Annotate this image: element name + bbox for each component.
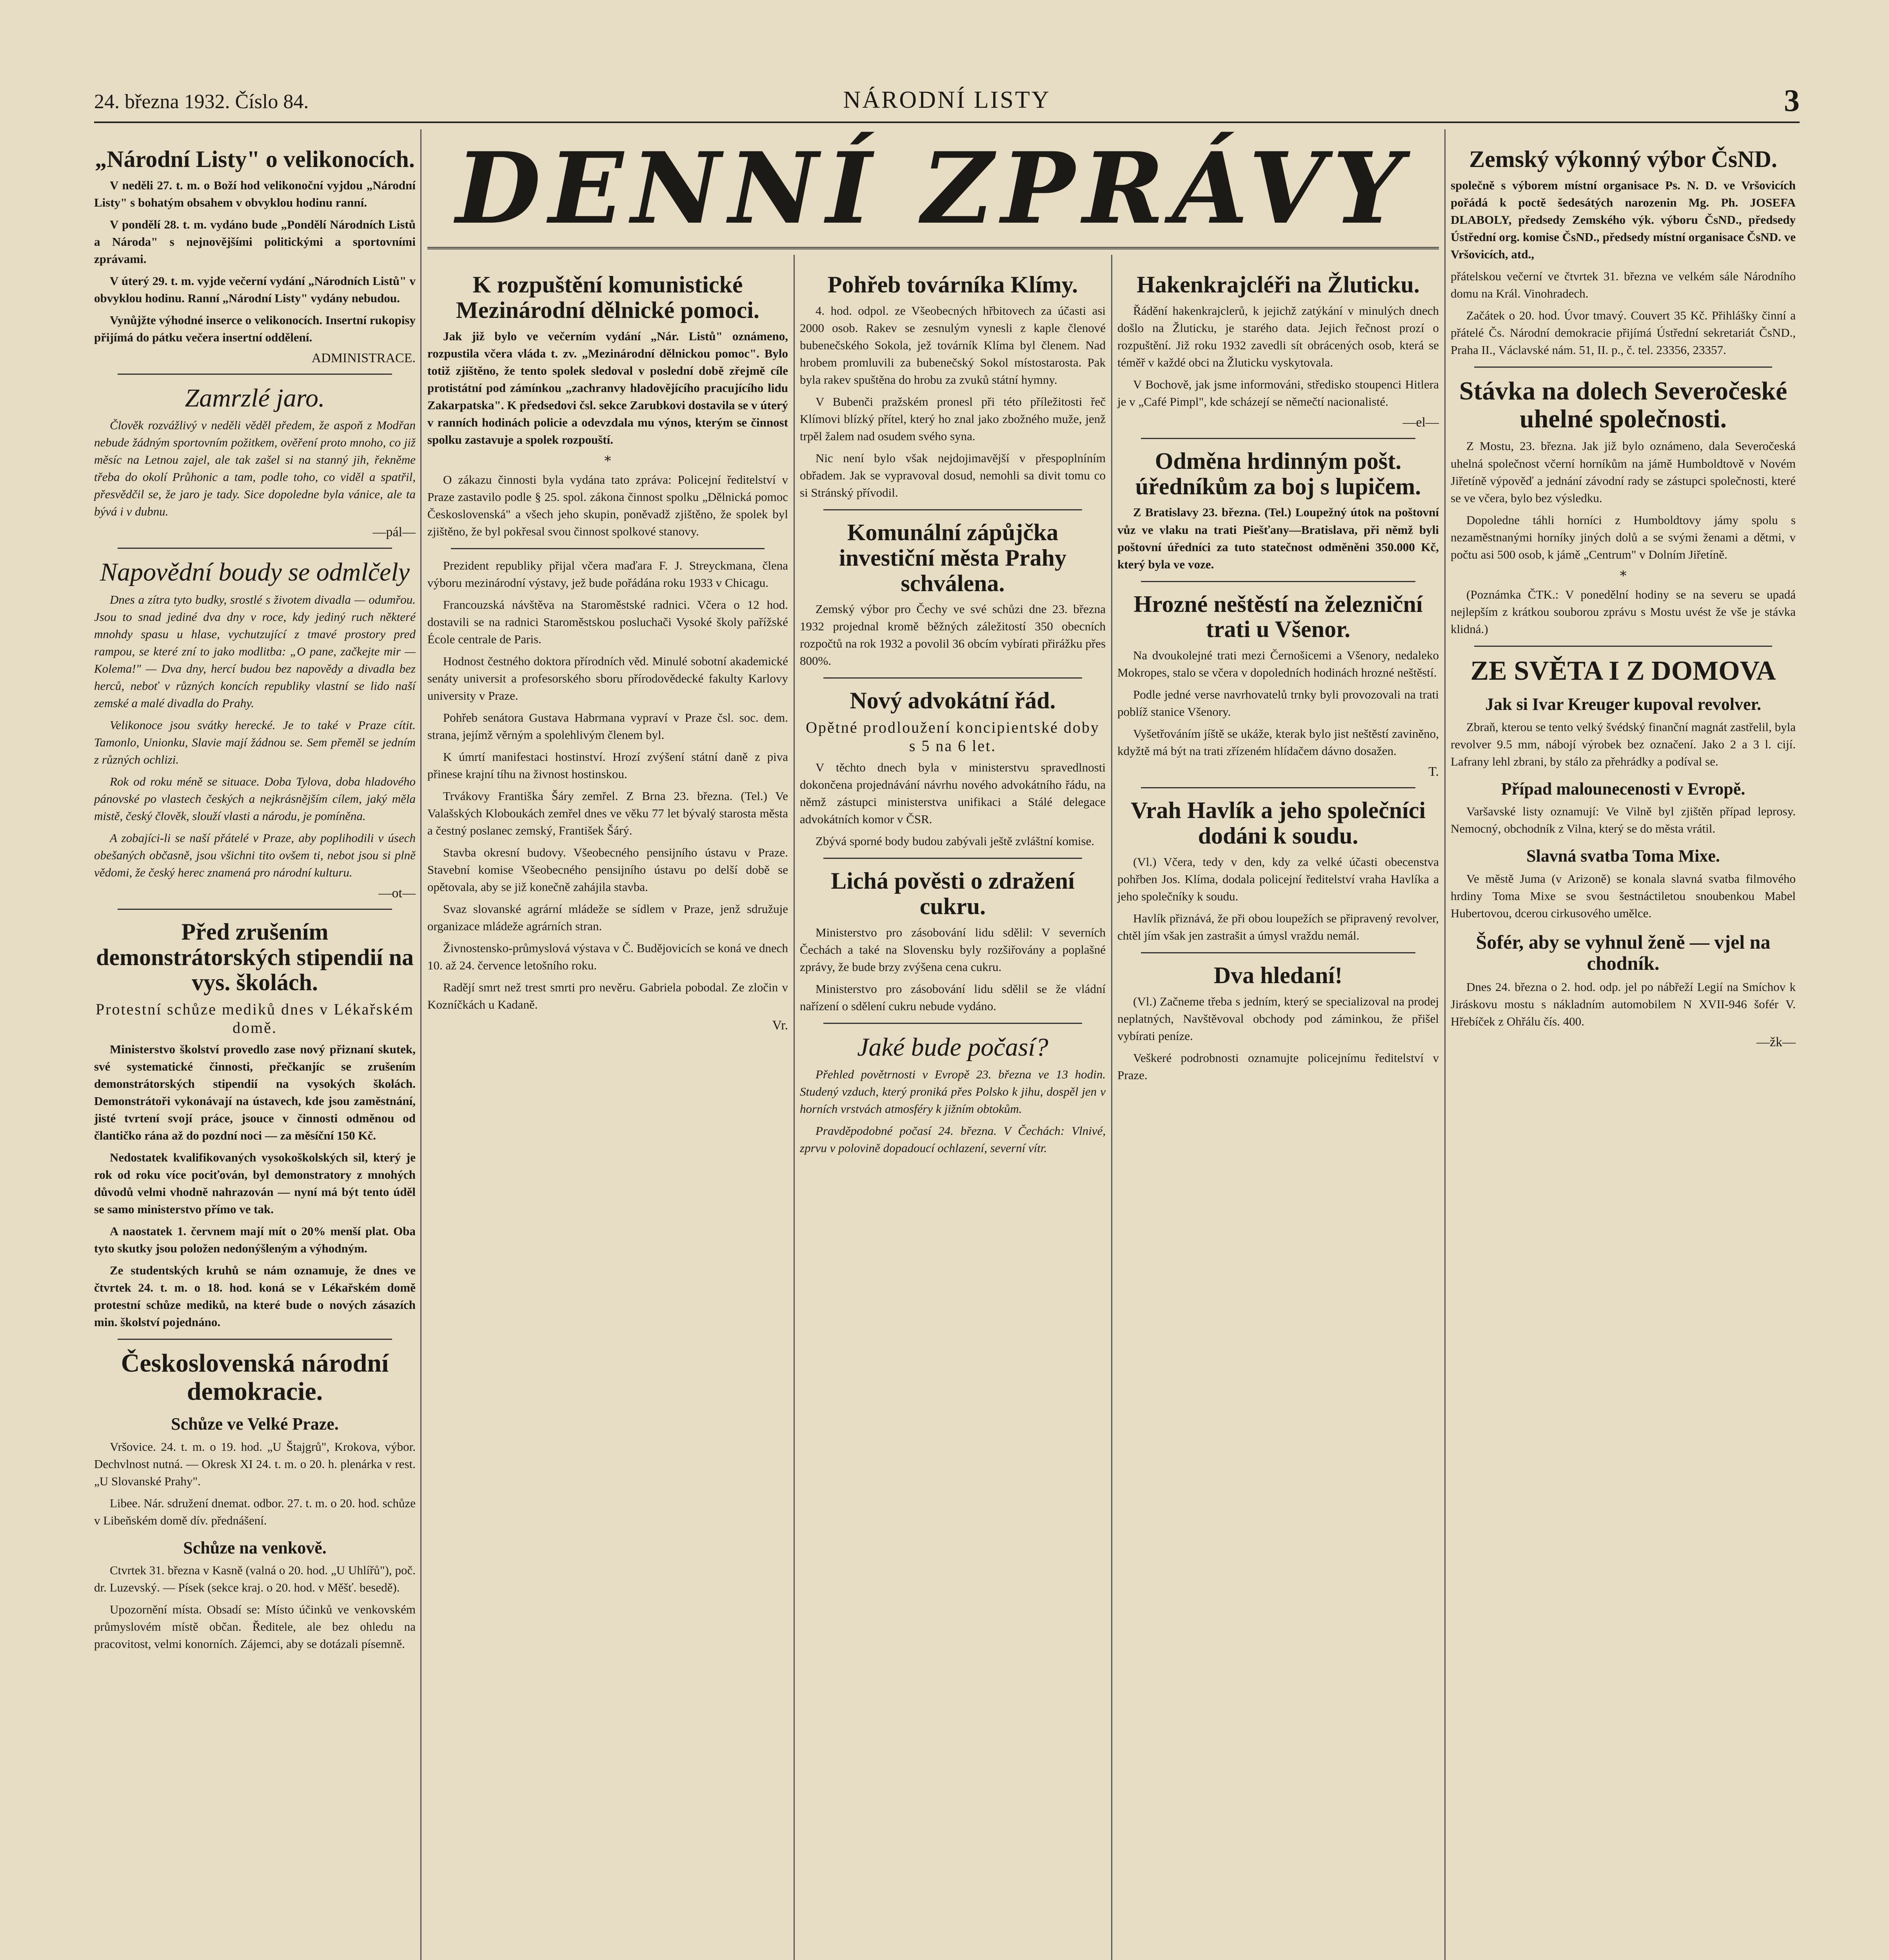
page-header bbox=[94, 83, 1800, 123]
article-subheading: Schůze ve Velké Praze. bbox=[171, 1414, 339, 1434]
article-title: Zemský výkonný výbor ČsND. bbox=[1469, 146, 1777, 172]
article-signature: —ot— bbox=[378, 886, 416, 900]
section-title: DENNÍ ZPRÁVY bbox=[456, 131, 1411, 246]
article-title: Dva hledaní! bbox=[1213, 962, 1343, 988]
article-divider bbox=[1474, 646, 1772, 647]
article-paragraph: společně s výborem místní organisace Ps. N. D. ve Vršovicích pořádá k poctě šedesátých narozenin Mg. Ph. JOSEFA DLABOLY, předsedy Zemského výk. výboru ČsND., předsedy Ústřední org. komise ČsND., předsedy místní organisace ČsND. ve Vršovicích, atd., bbox=[1451, 178, 1796, 261]
article-title: K rozpuštění komunistické Mezinárodní dělnické pomoci. bbox=[456, 272, 759, 323]
article-paragraph: Rok od roku méně se situace. Doba Tylova, doba hladového pánovské po vlastech českých a nejkrásnějším cílem, jaký měla mistě, český člověk, slouží vlasti a národu, je pomíněna. bbox=[94, 774, 416, 823]
article-divider bbox=[823, 509, 1082, 510]
masthead: NÁRODNÍ LISTY bbox=[843, 87, 1051, 113]
news-item: Trvákovy Františka Šáry zemřel. Z Brna 23. března. (Tel.) Ve Valašských Kloboukách zemřel dnes ve věku 77 let bývalý starosta města a čestný poslanec zemský, František Šárý. bbox=[427, 789, 788, 837]
news-item: K úmrtí manifestaci hostinství. Hrozí zvýšení státní daně z piva přinese krajní tíhu na živnost hostinskou. bbox=[427, 750, 788, 781]
article-title: Hakenkrajcléři na Žluticku. bbox=[1137, 272, 1420, 298]
article-paragraph: Dnes a zítra tyto budky, srostlé s životem divadla — odumřou. Jsou to snad jediné dva dny v roce, kdy jediný ruch některé mnohdy spasu u hlase, vychutzující z tmavé prostory pred rampou, se které zní to jako modlitba: „O pane, začkejte mir — Kolema!" — Dva dny, hercí budou bez napovědy a divadla bez herců, neboť v různých koncích republiky vlastní se lido naší zemské a malé divadla do Prahy. bbox=[94, 592, 416, 710]
article-title: Lichá pověsti o zdražení cukru. bbox=[831, 868, 1075, 920]
article-divider bbox=[1141, 952, 1415, 953]
news-item: Stavba okresní budovy. Všeobecného pensijního ústavu v Praze. Stavební komise Všeobecného pensijního ústavu po delší době se opětovala, aby se již konečně zahájila stavba. bbox=[427, 846, 788, 894]
article-signature: T. bbox=[1428, 764, 1439, 779]
article-subheading: Případ malounecenosti v Evropě. bbox=[1501, 779, 1746, 799]
article-paragraph: Ministerstvo pro zásobování lidu sdělil: V severních Čechách a také na Slovensku byly rozšiřovány a poplašné zprávy, že bude brzy zvýšena cena cukru. bbox=[800, 925, 1106, 974]
article-divider bbox=[1141, 787, 1415, 788]
article-divider bbox=[118, 548, 392, 549]
article-paragraph: Vršovice. 24. t. m. o 19. hod. „U Štajgrů", Krokova, výbor. Dechvlnost nutná. — Okresk XI 24. t. m. o 20. h. plenárka v rest. „U Slovanské Prahy". bbox=[94, 1439, 416, 1488]
separator: * bbox=[604, 453, 611, 469]
article-subheading: Slavná svatba Toma Mixe. bbox=[1526, 846, 1720, 866]
news-item: Prezident republiky přijal včera maďara F. J. Streyckmana, člena výboru mezinárodní výstavy, jež bude pořádána roku 1933 v Chicagu. bbox=[427, 558, 788, 590]
article-divider bbox=[451, 548, 765, 549]
article-title: Jaké bude počasí? bbox=[857, 1033, 1048, 1062]
article-paragraph: O zákazu činnosti byla vydána tato zpráva: Policejní ředitelství v Praze zastavilo podle § 25. spol. zákona činnost spolku „Dělnická pomoc Československá" a všech jeho skupin, poněvadž zjištěno, že spolek byl zjištěno, že byl pokřesal svou činnost spolkové stanovy. bbox=[427, 472, 788, 538]
article-paragraph: Velikonoce jsou svátky herecké. Je to také v Praze cítit. Tamonlo, Unionku, Slavie mají žádnou se. Sem přeměl se jedním z různých ochlizi. bbox=[94, 718, 416, 766]
article-paragraph: Varšavské listy oznamují: Ve Vilně byl zjištěn případ leprosy. Nemocný, obchodník z Vilna, který se do města vrátil. bbox=[1451, 804, 1796, 836]
article-divider bbox=[118, 909, 392, 910]
article-divider bbox=[118, 1339, 392, 1340]
article-paragraph: Libee. Nár. sdružení dnemat. odbor. 27. t. m. o 20. hod. schůze v Libeňském domě dív. přednášení. bbox=[94, 1496, 416, 1527]
issue-date: 24. března 1932. Číslo 84. bbox=[94, 91, 309, 113]
article-title: Napovědní boudy se odmlčely bbox=[100, 558, 410, 587]
column-rule bbox=[420, 129, 421, 1960]
article-signature: ADMINISTRACE. bbox=[311, 350, 416, 365]
article-paragraph: Ministerstvo školství provedlo zase nový přiznaní skutek, své systematické činnosti, přečkanjíc se zrušením demonstrátorských stipendií na vysokých školách. Demonstrátoři vykonávají na ústavech, kde jsou zaměstnání, jisté tvrtení svojí práce, jsouce v činnosti odměnou od člantičko rána až do pozdní noci — za měsíční 150 Kč. bbox=[94, 1042, 416, 1143]
article-paragraph: Podle jedné verse navrhovatelů trnky byli provozovali na trati poblíž stanice Všenory. bbox=[1117, 688, 1439, 719]
article-paragraph: Zbývá sporné body budou zabývali ještě zvláštní komise. bbox=[816, 834, 1095, 848]
article-paragraph: V neděli 27. t. m. o Boží hod velikonoční vyjdou „Národní Listy" s bohatým obsahem v obvyklou hodinu ranní. bbox=[94, 178, 416, 209]
article-paragraph: Přehled povětrnosti v Evropě 23. března ve 13 hodin. Studený vzduch, který proniká přes Polsko k jihu, dospěl jen v horních vrstvách atmosféry k jižním obtokům. bbox=[800, 1067, 1106, 1116]
article-title: Československá národní demokracie. bbox=[121, 1349, 389, 1406]
article-subheading: Šofér, aby se vyhnul ženě — vjel na chodník. bbox=[1476, 931, 1771, 974]
article-divider bbox=[823, 677, 1082, 679]
article-paragraph: Na dvoukolejné trati mezi Černošicemi a Všenory, nedaleko Mokropes, stalo se včera v dopoledních hodinách hrozné neštěstí. bbox=[1117, 648, 1439, 680]
article-paragraph: V těchto dnech byla v ministerstvu spravedlnosti dokončena projednávání návrhu nového advokátního řádu, na němž zástupci ministerstva unifikaci a Stálé delegace advokátních komor v ČSR. bbox=[800, 760, 1106, 826]
column-rule bbox=[1444, 129, 1446, 1960]
news-item: Francouzská návštěva na Staroměstské radnici. Včera o 12 hod. dostavili se na radnici Staroměstskou posluchači Vysoké školy pařížské École centrale de Paris. bbox=[427, 597, 788, 646]
article-paragraph: A zobajíci-li se naší přátelé v Praze, aby poplihodili v úsech obešaných občasně, jsou všichni tito ovšem ti, nebot jsou si plně vědomi, že český herec znamená pro národní kulturu. bbox=[94, 831, 416, 879]
article-title: Před zrušením demonstrátorských stipendií na vys. školách. bbox=[96, 918, 414, 996]
news-item: Radějí smrt než trest smrti pro nevěru. Gabriela pobodal. Ze zločin v Kozníčkách u Kadaně. bbox=[427, 980, 788, 1012]
article-subheading: Jak si Ivar Kreuger kupoval revolver. bbox=[1485, 695, 1762, 714]
article-paragraph: (Vl.) Začneme třeba s jedním, který se specializoval na prodej neplatných, Navštěvoval obchody pod záminkou, že přišel vybírati peníze. bbox=[1117, 994, 1439, 1043]
article-paragraph: V Bubenči pražském pronesl při této příležitosti řeč Klímovi blízký přítel, který ho znal jako zbožného muže, jenž trpěl žalem nad osudem svého syna. bbox=[800, 394, 1106, 443]
section-banner bbox=[427, 129, 1439, 249]
news-item: Hodnost čestného doktora přírodních věd. Minulé sobotní akademické senáty universit a profesorského sboru přírodovědecké fakulty Karlovy university v Praze. bbox=[427, 654, 788, 702]
news-item: Živnostensko-průmyslová výstava v Č. Budějovicích se koná ve dnech 10. až 24. července letošního roku. bbox=[427, 941, 788, 973]
article-paragraph: Člověk rozvážlivý v neděli věděl předem, že aspoň z Modřan nebude žádným sportovním požitkem, ověření proto mnoho, co již měsíc na Letnou zajel, ale tak zašel si na stanný jih, řekněme třeba do okolí Průhonic a tam, podle toho, co viděl a spatřil, přesvědčil se, že jaro je tady. Sice dopoledne byla vánice, ale ta bývá i v dubnu. bbox=[94, 418, 416, 519]
article-title: Komunální zápůjčka investiční města Prahy schválena. bbox=[839, 519, 1066, 596]
article-title: „Národní Listy" o velikonocích. bbox=[95, 146, 415, 172]
article-paragraph: (Vl.) Včera, tedy v den, kdy za velké účasti obecenstva pohřben Jos. Klíma, dodala policejní ředitelství vraha Havlíka a jeho společníky k soudu. bbox=[1117, 855, 1439, 903]
article-paragraph: přátelskou večerní ve čtvrtek 31. března ve velkém sále Národního domu na Král. Vinohradech. bbox=[1451, 269, 1796, 300]
article-signature: Vr. bbox=[772, 1018, 788, 1033]
article-paragraph: Dopoledne táhli horníci z Humboldtovy jámy spolu s nezaměstnanými horníky jiných dolů a se svými ženami a dětmi, v počtu asi 500 osob, k jámě „Centrum" v Dolním Jiřetíně. bbox=[1451, 513, 1796, 561]
article-title: Stávka na dolech Severočeské uhelné společnosti. bbox=[1459, 376, 1787, 434]
article-paragraph: Zemský výbor pro Čechy ve své schůzi dne 23. března 1932 projednal kromě běžných záležitostí 350 obecních rozpočtů na rok 1932 a povolil 36 obcím vybírati přirážku přes 800%. bbox=[800, 602, 1106, 668]
article-title: Vrah Havlík a jeho společníci dodáni k soudu. bbox=[1130, 797, 1426, 849]
article-subtitle: Opětné prodloužení koncipientské doby s 5 na 6 let. bbox=[806, 719, 1100, 755]
article-paragraph: Nedostatek kvalifikovaných vysokoškolských sil, který je rok od roku více pociťován, byl demonstratory z mnohých důvodů velmi vhodně nahrazován — nyní má být tento úděl se samo ministerstvo přímo ve tak. bbox=[94, 1151, 416, 1216]
article-paragraph: Dnes 24. března o 2. hod. odp. jel po nábřeží Legií na Smíchov k Jiráskovu mostu s nákladním automobilem N XVII-946 šofér V. Hřebíček z Ohřálu čís. 400. bbox=[1451, 980, 1796, 1028]
article-title: Nový advokátní řád. bbox=[850, 688, 1056, 714]
article-divider bbox=[823, 1023, 1082, 1024]
article-title: Zamrzlé jaro. bbox=[185, 383, 325, 412]
article-divider bbox=[1474, 367, 1772, 368]
article-paragraph: Nic není bylo však nejdojimavější v přespoplníním obřadem. Jak se vypravoval dosud, nemohli sa divit tomu co si Stránský přívodil. bbox=[800, 451, 1106, 499]
article-signature: —pál— bbox=[372, 525, 416, 540]
article-paragraph: Upozornění místa. Obsadí se: Místo účinků ve venkovském průmyslovém místě občan. Ředitele, ale bez ohledu na pracovitost, velmi konorních. Zájemci, aby se dotázali písemně. bbox=[94, 1602, 416, 1651]
article-paragraph: V Bochově, jak jsme informováni, středisko stoupenci Hitlera je v „Café Pimpl", kde scházejí se němečtí nacionalisté. bbox=[1117, 377, 1439, 408]
article-title: Pohřeb továrníka Klímy. bbox=[827, 272, 1078, 298]
article-title: Odměna hrdinným pošt. úředníkům za boj s lupičem. bbox=[1135, 448, 1421, 499]
article-paragraph: 4. hod. odpol. ze Všeobecných hřbitovech za účasti asi 2000 osob. Rakev se zesnulým vynesli z kaple členové bubenečského Sokola, jež továrník Klíma byl členem. Nad hrobem promluvili za bubenečský Sokol místostarosta. Pak byla rakev spuštěna do hrobu za zvuků státní hymny. bbox=[800, 303, 1106, 387]
article-divider bbox=[1141, 438, 1415, 439]
article-paragraph: Z Mostu, 23. března. Jak již bylo oznámeno, dala Severočeská uhelná společnost včerní horníkům na jámě Humboldtově v Novém Jiřetíně výpověď a jednání závodní rady se zástupci společnosti, které se ve včera, bylo bez výsledku. bbox=[1451, 439, 1796, 505]
column-5 bbox=[1451, 137, 1796, 1057]
article-signature: —el— bbox=[1402, 415, 1439, 430]
article-paragraph: Řádění hakenkrajclerů, k jejichž zatýkání v minulých dnech došlo na Žluticku, je starého data. Jejich řečnost prozí o rozpuštění. Již roku 1932 zavedli sít obrácených osob, která se téměř v každé obci na Žluticku vyskytovala. bbox=[1117, 303, 1439, 369]
article-paragraph: Ctvrtek 31. března v Kasně (valná o 20. hod. „U Uhlířů"), poč. dr. Luzevský. — Písek (sekce kraj. o 20. hod. v Měšť. besedě). bbox=[94, 1563, 416, 1595]
column-2 bbox=[427, 263, 788, 1040]
article-paragraph: Veškeré podrobnosti oznamujte policejnímu ředitelství v Praze. bbox=[1117, 1051, 1439, 1082]
news-item: Pohřeb senátora Gustava Habrmana vypraví v Praze čsl. soc. dem. strana, jejímž věrným a spolehlivým členem byl. bbox=[427, 710, 788, 742]
article-paragraph: Ve městě Juma (v Arizoně) se konala slavná svatba filmového hrdiny Toma Mixe se svou šestnáctiletou snoubenkou Mabel Hubertovou, dcerou cirkusového umělce. bbox=[1451, 871, 1796, 920]
column-4 bbox=[1117, 263, 1439, 1089]
article-paragraph: (Poznámka ČTK.: V ponedělní hodiny se na severu se upadá nejlepším z krátkou souborou zprávu s Mostu uvést že vše je stávka klidná.) bbox=[1451, 587, 1796, 636]
article-paragraph: Z Bratislavy 23. března. (Tel.) Loupežný útok na poštovní vůz ve vlaku na trati Piešťany—Bratislava, při němž byli poštovní úředníci za tuto statečnost odměněni 350.000 Kč, který byla ve voze. bbox=[1117, 505, 1439, 571]
article-divider bbox=[823, 858, 1082, 859]
article-title: ZE SVĚTA I Z DOMOVA bbox=[1470, 655, 1776, 686]
article-paragraph: Vynůjžte výhodné inserce o velikonocích. Insertní rukopisy přijímá do pátku večera insertní oddělení. bbox=[94, 313, 416, 344]
page-number: 3 bbox=[1784, 83, 1800, 118]
article-subheading: Schůze na venkově. bbox=[183, 1538, 327, 1557]
article-paragraph: Vyšetřováním jíště se ukáže, kterak bylo jist neštěstí zaviněno, kdyžtě má být na trati zřízeném hlídačem dávno dosažen. bbox=[1117, 727, 1439, 758]
article-paragraph: Havlík přiznává, že při obou loupežích se připravený revolver, chtěl jím však jen zastrašit a úmysl vraždu nemál. bbox=[1117, 911, 1439, 942]
article-paragraph: Jak již bylo ve večerním vydání „Nár. Listů" oznámeno, rozpustila včera vláda t. zv. „Mezinárodní dělnickou pomoc". Bylo totiž zjištěno, že tento spolek sledoval v poslední době zřejmě cíle protistátní pod zámínkou „zachranvy hladovějícího pracujícího lidu Zakarpatska". K předsedovi čsl. sekce Zarubkovi dostavila se v úterý v ranních hodinách policie a odevzdala mu výnos, kterým se činnost spolku zastavuje a spolek rozpouští. bbox=[427, 329, 788, 446]
column-1 bbox=[94, 137, 416, 1657]
article-paragraph: Zbraň, kterou se tento velký švédský finanční magnát zastřelil, byla revolver 9.5 mm, nábojí výrobek bez označení. Jako 2 a 3 l. cijí. Lafrany lehl zbrani, by stálo za přehrádky a podíval se. bbox=[1451, 720, 1796, 768]
article-divider bbox=[118, 374, 392, 375]
column-rule bbox=[794, 255, 795, 1960]
news-item: Svaz slovanské agrární mládeže se sídlem v Praze, jenž sdružuje organizace mládeže agrárních stran. bbox=[427, 902, 788, 933]
column-3 bbox=[800, 263, 1106, 1161]
article-paragraph: V úterý 29. t. m. vyjde večerní vydání „Národních Listů" v obvyklou hodinu. Ranní „Národní Listy" vydány nebudou. bbox=[94, 274, 416, 305]
separator: * bbox=[1620, 568, 1627, 584]
article-signature: —žk— bbox=[1756, 1034, 1796, 1049]
article-subtitle: Protestní schůze mediků dnes v Lékařském domě. bbox=[95, 1000, 414, 1037]
article-paragraph: A naostatek 1. červnem mají mít o 20% menší plat. Oba tyto skutky jsou položen nedonýšleným a výhodným. bbox=[94, 1224, 416, 1256]
article-paragraph: V pondělí 28. t. m. vydáno bude „Pondělí Národních Listů a Národa" s nejnovějšími politickými a sportovními zprávami. bbox=[94, 217, 416, 266]
article-paragraph: Ze studentských kruhů se nám oznamuje, že dnes ve čtvrtek 24. t. m. o 18. hod. koná se v Lékařském domě protestní schůze mediků, na které bude o nových zásazích min. školství pojednáno. bbox=[94, 1263, 416, 1329]
article-title: Hrozné neštěstí na železniční trati u Všenor. bbox=[1133, 591, 1423, 642]
article-divider bbox=[1141, 581, 1415, 582]
column-rule bbox=[1111, 255, 1112, 1960]
article-paragraph: Pravděpodobné počasí 24. března. V Čechách: Vlnivé, zprvu v polovině dopadoucí ochlazení, severní vítr. bbox=[800, 1124, 1106, 1155]
article-paragraph: Ministerstvo pro zásobování lidu sdělil se že vládní nařízení o sdělení cukru nebude vydáno. bbox=[800, 982, 1106, 1013]
article-paragraph: Začátek o 20. hod. Úvor tmavý. Couvert 35 Kč. Přihlášky činní a přátelé Čs. Národní demokracie přijímá Ústřední sekretariát ČsND., Praha II., Václavské nám. 51, II. p., č. tel. 23356, 23357. bbox=[1451, 308, 1796, 357]
